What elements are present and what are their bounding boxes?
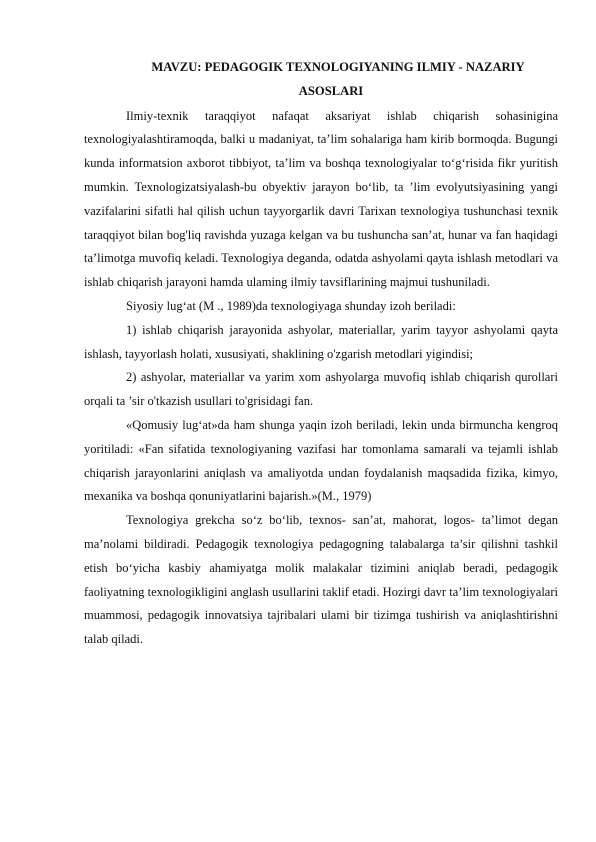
paragraph: «Qomusiy lug‘at»da ham shunga yaqin izoh beriladi, lekin unda birmuncha kengroq yoritiladi: «Fan sifatida texnologiyaning vazifasi har tomonlama samarali va tejamli ishlab chiqarish jarayonlarini aniqlash va amaliyotda undan foydalanish maqsadida fizika, kimyo, mexanika va boshqa qonuniyatlarini bajarish.»(M., 1979)	[84, 417, 558, 504]
paragraph: 1) ishlab chiqarish jarayonida ashyolar, materiallar, yarim tayyor ashyolami qayta ishlash, tayyorlash holati, xususiyati, shaklining o'zgarish metodlari yigindisi;	[84, 322, 558, 361]
paragraph: 2) ashyolar, materiallar va yarim xom ashyolarga muvofiq ishlab chiqarish qurollari orqali ta ’sir o'tkazish usullari to'grisidagi fan.	[84, 370, 558, 409]
document-title-line-2: ASOSLARI	[298, 83, 364, 98]
paragraph: Siyosiy lug‘at (M ., 1989)da texnologiyaga shunday izoh beriladi:	[126, 298, 456, 313]
paragraph: Ilmiy-texnik taraqqiyot nafaqat aksariyat ishlab chiqarish sohasinigina texnologiyalashtiramoqda, balki u madaniyat, ta’lim sohalariga ham kirib bormoqda. Bugungi kunda informatsion axborot tibbiyot, ta’lim va boshqa texnologiyalar to‘g‘risida fikr yuritish mumkin. Texnologizatsiyalash-bu obyektiv jarayon bo‘lib, ta ’lim evolyutsiyasining yangi vazifalarini sifatli hal qilish uchun tayyorgarlik davri Tarixan texnologiya tushunchasi texnik taraqqiyot bilan bog'liq ravishda yuzaga kelgan va bu tushuncha san’at, hunar va fan haqidagi ta’limotga muvofiq keladi. Texnologiya deganda, odatda ashyolami qayta ishlash metodlari va ishlab chiqarish jarayoni hamda ulaming ilmiy tavsiflarining majmui tushuniladi.	[84, 108, 558, 290]
paragraph: Texnologiya grekcha so‘z bo‘lib, texnos- san’at, mahorat, logos- ta’limot degan ma’nolami bildiradi. Pedagogik texnologiya pedagogning talabalarga ta’sir qilishni tashkil etish bo‘yicha kasbiy ahamiyatga molik malakalar tizimini aniqlab beradi, pedagogik faoliyatning texnologikligini anglash usullarini taklif etadi. Hozirgi davr ta’lim texnologiyalari muammosi, pedagogik innovatsiya tajribalari ulami bir tizimga tushirish va aniqlashtirishni talab qiladi.	[84, 513, 558, 647]
document-page	[84, 56, 558, 652]
document-title-line-1: MAVZU: PEDAGOGIK TEXNOLOGIYANING ILMIY - NAZARIY	[151, 60, 525, 74]
